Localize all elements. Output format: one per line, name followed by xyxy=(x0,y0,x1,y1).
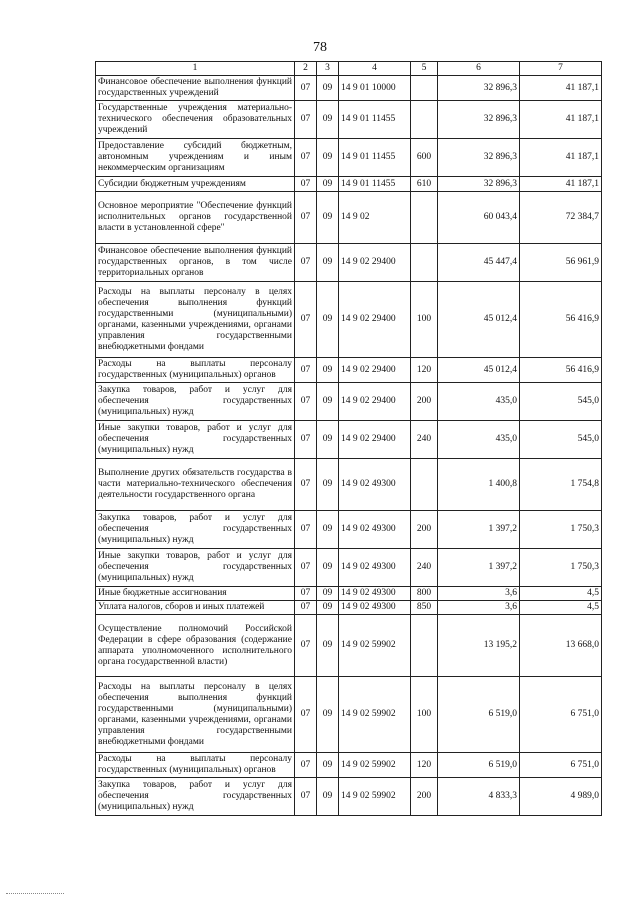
column-header: 4 xyxy=(339,62,411,76)
amount-year2-cell: 6 751,0 xyxy=(520,753,602,778)
amount-year2-cell: 41 187,1 xyxy=(520,177,602,192)
section-code-cell: 07 xyxy=(295,76,317,101)
table-row xyxy=(96,139,602,177)
amount-year1-cell: 32 896,3 xyxy=(438,76,520,101)
table-row xyxy=(96,282,602,358)
row-name-cell: Иные бюджетные ассигнования xyxy=(96,587,295,601)
budget-table xyxy=(95,61,602,816)
amount-year2-cell: 6 751,0 xyxy=(520,677,602,753)
target-article-cell: 14 9 02 49300 xyxy=(339,587,411,601)
amount-year1-cell: 32 896,3 xyxy=(438,139,520,177)
target-article-cell: 14 9 02 29400 xyxy=(339,421,411,459)
table-row xyxy=(96,677,602,753)
amount-year2-cell: 13 668,0 xyxy=(520,615,602,677)
row-name-cell: Субсидии бюджетным учреждениям xyxy=(96,177,295,192)
subsection-code-cell: 09 xyxy=(317,549,339,587)
column-header: 3 xyxy=(317,62,339,76)
subsection-code-cell: 09 xyxy=(317,753,339,778)
page-number: 78 xyxy=(313,40,327,55)
table-row xyxy=(96,511,602,549)
amount-year2-cell: 4,5 xyxy=(520,601,602,615)
subsection-code-cell: 09 xyxy=(317,139,339,177)
row-name-cell: Основное мероприятие "Обеспечение функций исполнительных органов государственной власти в установленной сфере" xyxy=(96,192,295,244)
column-header: 6 xyxy=(438,62,520,76)
amount-year1-cell: 45 447,4 xyxy=(438,244,520,282)
amount-year1-cell: 32 896,3 xyxy=(438,177,520,192)
amount-year2-cell: 56 416,9 xyxy=(520,282,602,358)
amount-year1-cell: 45 012,4 xyxy=(438,358,520,383)
target-article-cell: 14 9 02 xyxy=(339,192,411,244)
expense-type-cell: 120 xyxy=(411,358,438,383)
amount-year2-cell: 1 754,8 xyxy=(520,459,602,511)
expense-type-cell: 850 xyxy=(411,601,438,615)
table-row xyxy=(96,244,602,282)
section-code-cell: 07 xyxy=(295,383,317,421)
expense-type-cell: 200 xyxy=(411,383,438,421)
row-name-cell: Расходы на выплаты персоналу государственных (муниципальных) органов xyxy=(96,358,295,383)
column-header: 5 xyxy=(411,62,438,76)
section-code-cell: 07 xyxy=(295,101,317,139)
table-row xyxy=(96,383,602,421)
amount-year1-cell: 4 833,3 xyxy=(438,778,520,816)
amount-year2-cell: 4 989,0 xyxy=(520,778,602,816)
target-article-cell: 14 9 02 59902 xyxy=(339,615,411,677)
column-header: 1 xyxy=(96,62,295,76)
expense-type-cell: 800 xyxy=(411,587,438,601)
row-name-cell: Расходы на выплаты персоналу в целях обеспечения выполнения функций государственными (муниципальными) органами, казенными учреждениями, органами управления государственными внебюджетными фондами xyxy=(96,677,295,753)
amount-year2-cell: 41 187,1 xyxy=(520,101,602,139)
amount-year1-cell: 13 195,2 xyxy=(438,615,520,677)
section-code-cell: 07 xyxy=(295,778,317,816)
amount-year2-cell: 41 187,1 xyxy=(520,139,602,177)
target-article-cell: 14 9 02 29400 xyxy=(339,282,411,358)
section-code-cell: 07 xyxy=(295,139,317,177)
table-row xyxy=(96,421,602,459)
amount-year2-cell: 72 384,7 xyxy=(520,192,602,244)
section-code-cell: 07 xyxy=(295,549,317,587)
table-row xyxy=(96,778,602,816)
expense-type-cell: 240 xyxy=(411,421,438,459)
subsection-code-cell: 09 xyxy=(317,615,339,677)
amount-year2-cell: 41 187,1 xyxy=(520,76,602,101)
section-code-cell: 07 xyxy=(295,511,317,549)
column-header: 7 xyxy=(520,62,602,76)
subsection-code-cell: 09 xyxy=(317,358,339,383)
subsection-code-cell: 09 xyxy=(317,244,339,282)
subsection-code-cell: 09 xyxy=(317,511,339,549)
expense-type-cell xyxy=(411,244,438,282)
row-name-cell: Выполнение других обязательств государства в части материально-технического обеспечения деятельности государственного органа xyxy=(96,459,295,511)
row-name-cell: Закупка товаров, работ и услуг для обеспечения государственных (муниципальных) нужд xyxy=(96,383,295,421)
section-code-cell: 07 xyxy=(295,753,317,778)
subsection-code-cell: 09 xyxy=(317,383,339,421)
subsection-code-cell: 09 xyxy=(317,601,339,615)
subsection-code-cell: 09 xyxy=(317,587,339,601)
expense-type-cell xyxy=(411,615,438,677)
amount-year2-cell: 1 750,3 xyxy=(520,549,602,587)
target-article-cell: 14 9 02 49300 xyxy=(339,601,411,615)
amount-year1-cell: 60 043,4 xyxy=(438,192,520,244)
section-code-cell: 07 xyxy=(295,459,317,511)
expense-type-cell: 610 xyxy=(411,177,438,192)
section-code-cell: 07 xyxy=(295,358,317,383)
amount-year1-cell: 6 519,0 xyxy=(438,677,520,753)
row-name-cell: Финансовое обеспечение выполнения функций государственных органов, в том числе территориальных органов xyxy=(96,244,295,282)
amount-year1-cell: 1 397,2 xyxy=(438,511,520,549)
row-name-cell: Расходы на выплаты персоналу государственных (муниципальных) органов xyxy=(96,753,295,778)
column-header: 2 xyxy=(295,62,317,76)
subsection-code-cell: 09 xyxy=(317,101,339,139)
target-article-cell: 14 9 01 10000 xyxy=(339,76,411,101)
table-body xyxy=(96,76,602,816)
row-name-cell: Иные закупки товаров, работ и услуг для обеспечения государственных (муниципальных) нужд xyxy=(96,549,295,587)
amount-year1-cell: 3,6 xyxy=(438,601,520,615)
amount-year1-cell: 435,0 xyxy=(438,421,520,459)
target-article-cell: 14 9 02 49300 xyxy=(339,459,411,511)
table-row xyxy=(96,358,602,383)
target-article-cell: 14 9 01 11455 xyxy=(339,139,411,177)
target-article-cell: 14 9 02 49300 xyxy=(339,549,411,587)
amount-year1-cell: 45 012,4 xyxy=(438,282,520,358)
table-row xyxy=(96,177,602,192)
row-name-cell: Предоставление субсидий бюджетным, автономным учреждениям и иным некоммерческим организациям xyxy=(96,139,295,177)
amount-year1-cell: 1 397,2 xyxy=(438,549,520,587)
row-name-cell: Расходы на выплаты персоналу в целях обеспечения выполнения функций государственными (муниципальными) органами, казенными учреждениями, органами управления государственными внебюджетными фондами xyxy=(96,282,295,358)
expense-type-cell xyxy=(411,76,438,101)
amount-year2-cell: 545,0 xyxy=(520,383,602,421)
section-code-cell: 07 xyxy=(295,587,317,601)
subsection-code-cell: 09 xyxy=(317,282,339,358)
expense-type-cell: 240 xyxy=(411,549,438,587)
row-name-cell: Осуществление полномочий Российской Федерации в сфере образования (содержание аппарата уполномоченного исполнительного органа государственной власти) xyxy=(96,615,295,677)
amount-year1-cell: 6 519,0 xyxy=(438,753,520,778)
target-article-cell: 14 9 02 29400 xyxy=(339,383,411,421)
table-row xyxy=(96,101,602,139)
table-row xyxy=(96,615,602,677)
subsection-code-cell: 09 xyxy=(317,421,339,459)
section-code-cell: 07 xyxy=(295,282,317,358)
table-row xyxy=(96,753,602,778)
table-row xyxy=(96,192,602,244)
expense-type-cell: 200 xyxy=(411,778,438,816)
target-article-cell: 14 9 02 59902 xyxy=(339,677,411,753)
footer-rule xyxy=(6,893,64,894)
expense-type-cell: 100 xyxy=(411,677,438,753)
expense-type-cell xyxy=(411,459,438,511)
table-row xyxy=(96,549,602,587)
subsection-code-cell: 09 xyxy=(317,459,339,511)
amount-year1-cell: 1 400,8 xyxy=(438,459,520,511)
expense-type-cell: 120 xyxy=(411,753,438,778)
subsection-code-cell: 09 xyxy=(317,76,339,101)
expense-type-cell: 600 xyxy=(411,139,438,177)
table-row xyxy=(96,76,602,101)
table-row xyxy=(96,459,602,511)
target-article-cell: 14 9 02 29400 xyxy=(339,244,411,282)
target-article-cell: 14 9 02 59902 xyxy=(339,753,411,778)
target-article-cell: 14 9 01 11455 xyxy=(339,101,411,139)
section-code-cell: 07 xyxy=(295,177,317,192)
target-article-cell: 14 9 01 11455 xyxy=(339,177,411,192)
section-code-cell: 07 xyxy=(295,615,317,677)
section-code-cell: 07 xyxy=(295,421,317,459)
amount-year2-cell: 545,0 xyxy=(520,421,602,459)
target-article-cell: 14 9 02 49300 xyxy=(339,511,411,549)
section-code-cell: 07 xyxy=(295,244,317,282)
amount-year2-cell: 1 750,3 xyxy=(520,511,602,549)
subsection-code-cell: 09 xyxy=(317,677,339,753)
target-article-cell: 14 9 02 59902 xyxy=(339,778,411,816)
section-code-cell: 07 xyxy=(295,601,317,615)
amount-year2-cell: 56 416,9 xyxy=(520,358,602,383)
target-article-cell: 14 9 02 29400 xyxy=(339,358,411,383)
amount-year2-cell: 56 961,9 xyxy=(520,244,602,282)
table-row xyxy=(96,587,602,601)
expense-type-cell xyxy=(411,101,438,139)
amount-year2-cell: 4,5 xyxy=(520,587,602,601)
section-code-cell: 07 xyxy=(295,677,317,753)
subsection-code-cell: 09 xyxy=(317,778,339,816)
expense-type-cell: 200 xyxy=(411,511,438,549)
section-code-cell: 07 xyxy=(295,192,317,244)
amount-year1-cell: 435,0 xyxy=(438,383,520,421)
row-name-cell: Государственные учреждения материально-технического обеспечения образовательных учреждений xyxy=(96,101,295,139)
row-name-cell: Закупка товаров, работ и услуг для обеспечения государственных (муниципальных) нужд xyxy=(96,511,295,549)
expense-type-cell: 100 xyxy=(411,282,438,358)
subsection-code-cell: 09 xyxy=(317,177,339,192)
row-name-cell: Финансовое обеспечение выполнения функций государственных учреждений xyxy=(96,76,295,101)
row-name-cell: Уплата налогов, сборов и иных платежей xyxy=(96,601,295,615)
row-name-cell: Закупка товаров, работ и услуг для обеспечения государственных (муниципальных) нужд xyxy=(96,778,295,816)
row-name-cell: Иные закупки товаров, работ и услуг для обеспечения государственных (муниципальных) нужд xyxy=(96,421,295,459)
expense-type-cell xyxy=(411,192,438,244)
amount-year1-cell: 3,6 xyxy=(438,587,520,601)
subsection-code-cell: 09 xyxy=(317,192,339,244)
header-row xyxy=(96,62,602,76)
amount-year1-cell: 32 896,3 xyxy=(438,101,520,139)
table-row xyxy=(96,601,602,615)
